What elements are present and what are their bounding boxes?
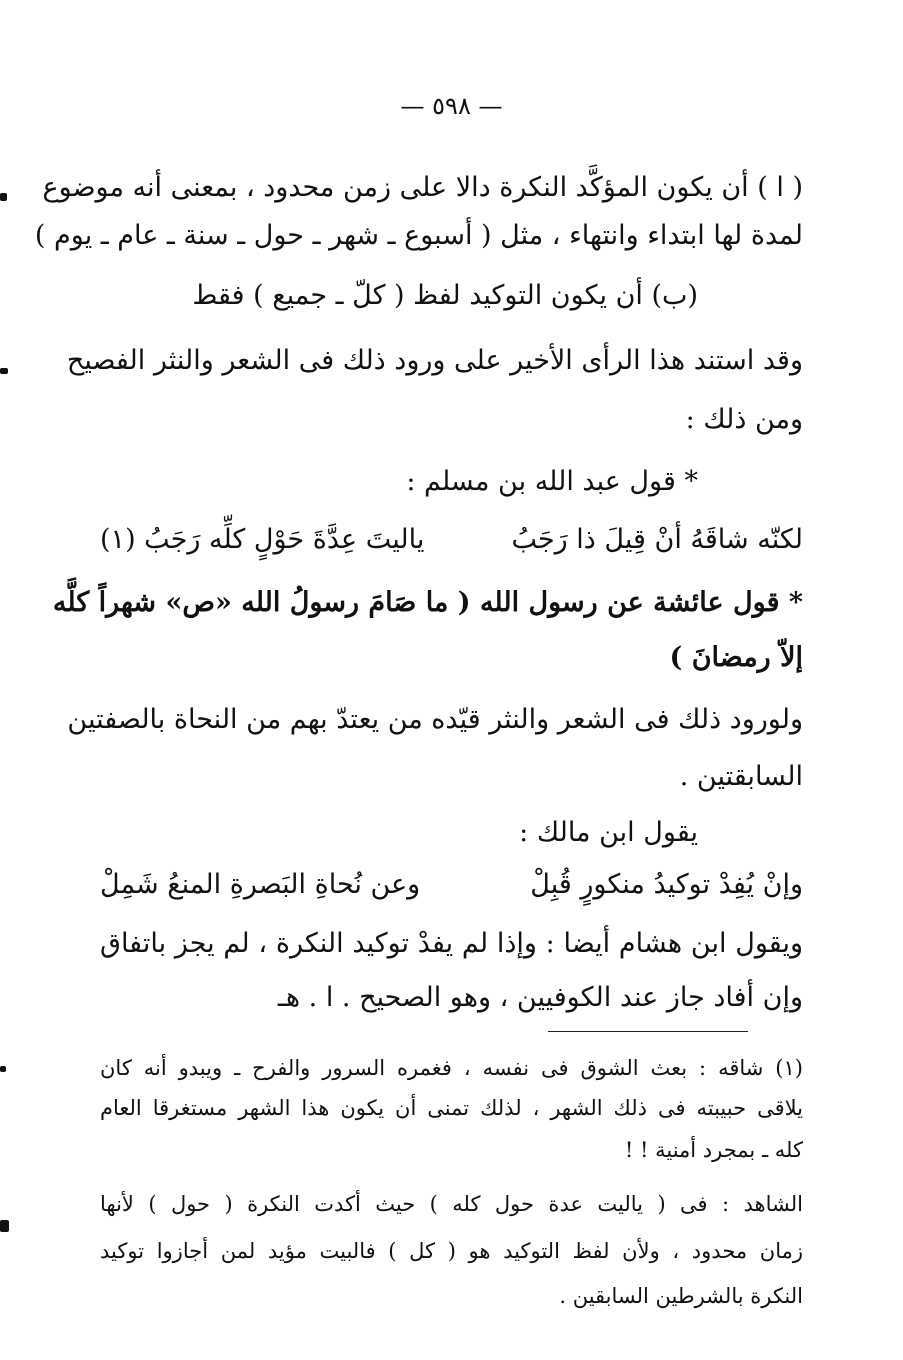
condition-a-line-1: ( ا ) أن يكون المؤكَّد النكرة دالا على زمن محدود ، بمعنى أنه موضوع (42, 172, 803, 203)
verse-1-first-hemistich: لكنّه شاقَهُ أنْ قِيلَ ذا رَجَبُ (511, 524, 803, 555)
ibn-hisham-line-1: ويقول ابن هشام أيضا : وإذا لم يفدْ توكيد النكرة ، لم يجز باتفاق (100, 928, 803, 959)
support-line-1: وقد استند هذا الرأى الأخير على ورود ذلك فى الشعر والنثر الفصيح (66, 345, 803, 376)
margin-mark (0, 1066, 6, 1072)
ibn-hisham-line-2: وإن أفاد جاز عند الكوفيين ، وهو الصحيح . ا . هـ (277, 982, 803, 1013)
verse-2-second-hemistich: وعن نُحاةِ البَصرةِ المنعُ شَمِلْ (100, 869, 421, 900)
conclusion-line-2: السابقتين . (679, 761, 803, 792)
footnote-1-line-3: كله ـ بمجرد أمنية ! ! (624, 1138, 803, 1162)
verse-1-second-hemistich: ياليتَ عِدَّةَ حَوْلٍ كلِّه رَجَبُ (١) (100, 524, 425, 555)
condition-b: (ب) أن يكون التوكيد لفظ ( كلّ ـ جميع ) فقط (192, 280, 698, 311)
quote-1-intro: * قول عبد الله بن مسلم : (406, 466, 698, 497)
page-number: — ٥٩٨ — (400, 92, 503, 120)
support-line-2: ومن ذلك : (685, 404, 803, 435)
condition-a-line-2: لمدة لها ابتداء وانتهاء ، مثل ( أسبوع ـ شهر ـ حول ـ سنة ـ عام ـ يوم ) (34, 220, 803, 251)
footnote-1-line-1: (١) شاقه : بعث الشوق فى نفسه ، فغمره السرور والفرح ـ ويبدو أنه كان (100, 1056, 803, 1080)
verse-1 (100, 520, 803, 560)
footnote-separator (548, 1031, 748, 1032)
margin-mark (0, 193, 7, 201)
quote-2-line-1: * قول عائشة عن رسول الله ( ما صَامَ رسولُ الله «ص» شهراً كلَّه (52, 587, 803, 618)
margin-mark (0, 368, 8, 374)
quote-2-line-2: إلاّ رمضانَ ) (669, 642, 803, 673)
margin-mark (0, 1220, 9, 1232)
conclusion-line-1: ولورود ذلك فى الشعر والنثر قيّده من يعتدّ بهم من النحاة بالصفتين (67, 704, 803, 735)
footnote-2-line-1: الشاهد : فى ( ياليت عدة حول كله ) حيث أكدت النكرة ( حول ) لأنها (100, 1192, 803, 1216)
verse-2 (100, 865, 803, 905)
ibn-malik-intro: يقول ابن مالك : (519, 817, 698, 848)
footnote-2-line-2: زمان محدود ، ولأن لفظ التوكيد هو ( كل ) فالبيت مؤيد لمن أجازوا توكيد (100, 1239, 803, 1263)
footnote-1-line-2: يلاقى حبيبته فى ذلك الشهر ، لذلك تمنى أن يكون هذا الشهر مستغرقا العام (100, 1096, 803, 1120)
verse-2-first-hemistich: وإنْ يُفِدْ توكيدُ منكورٍ قُبِلْ (530, 869, 803, 900)
footnote-2-line-3: النكرة بالشرطين السابقين . (559, 1284, 803, 1308)
